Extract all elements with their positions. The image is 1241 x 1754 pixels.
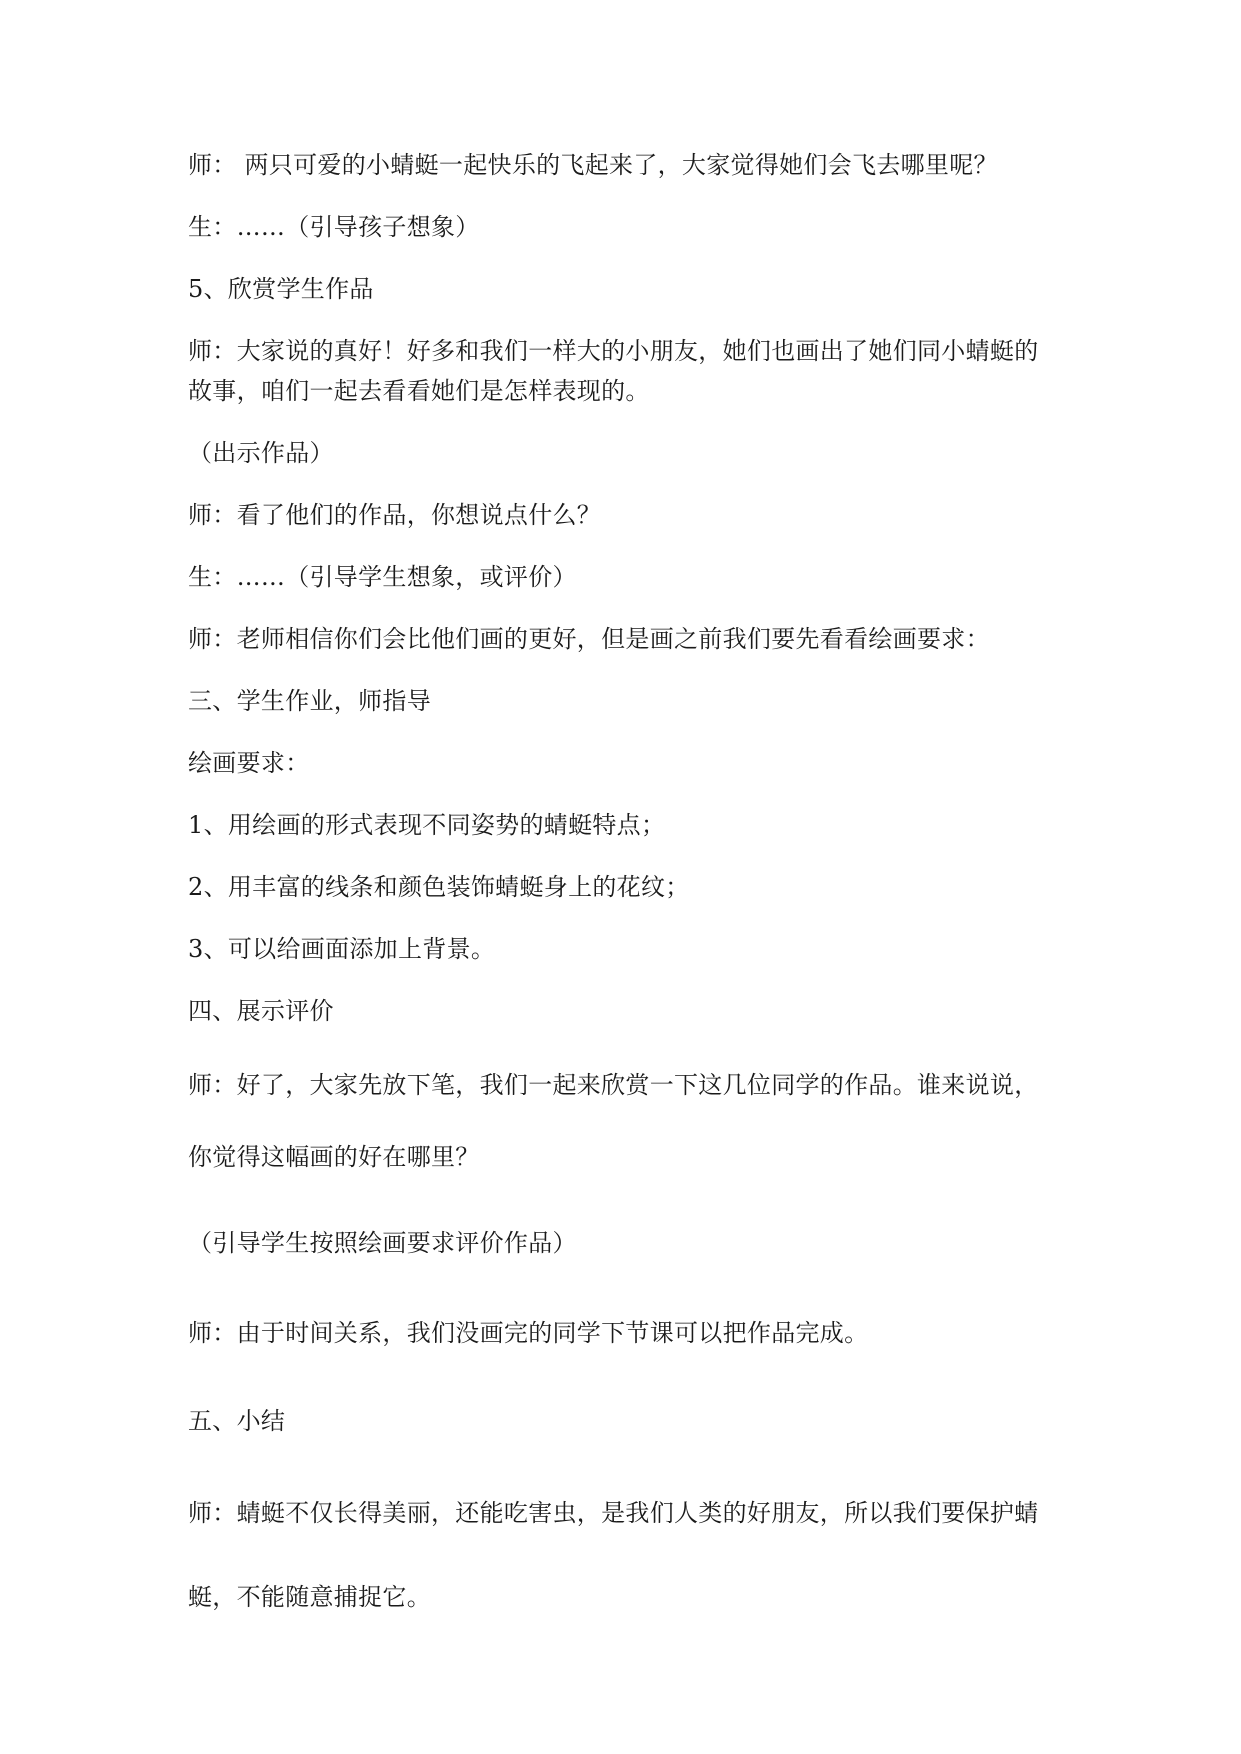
paragraph-summary-line1: 师：蜻蜓不仅长得美丽，还能吃害虫，是我们人类的好朋友，所以我们要保护蜻 <box>188 1499 1039 1527</box>
requirement-item-2: 2、用丰富的线条和颜色装饰蜻蜓身上的花纹； <box>188 873 690 901</box>
paragraph-show-works: （出示作品） <box>188 439 334 467</box>
requirements-heading: 绘画要求： <box>188 749 310 777</box>
section-heading-4: 四、展示评价 <box>188 997 334 1025</box>
requirement-item-3: 3、可以给画面添加上背景。 <box>188 935 496 963</box>
paragraph-teacher-praise-line1: 师：大家说的真好！好多和我们一样大的小朋友，她们也画出了她们同小蜻蜓的 <box>188 337 1039 365</box>
paragraph-student-reply: 生：……（引导孩子想象） <box>188 213 480 241</box>
paragraph-teacher-appreciate-line2: 你觉得这幅画的好在哪里？ <box>188 1143 480 1171</box>
paragraph-student-evaluate: 生：……（引导学生想象，或评价） <box>188 563 577 591</box>
section-heading-5-summary: 五、小结 <box>188 1407 286 1435</box>
paragraph-summary-line2: 蜓，不能随意捕捉它。 <box>188 1583 431 1611</box>
paragraph-teacher-question: 师： 两只可爱的小蜻蜓一起快乐的飞起来了，大家觉得她们会飞去哪里呢？ <box>188 151 998 179</box>
paragraph-teacher-requirements: 师：老师相信你们会比他们画的更好，但是画之前我们要先看看绘画要求： <box>188 625 990 653</box>
paragraph-guide-evaluation: （引导学生按照绘画要求评价作品） <box>188 1229 577 1257</box>
paragraph-time-note: 师：由于时间关系，我们没画完的同学下节课可以把作品完成。 <box>188 1319 869 1347</box>
paragraph-teacher-praise-line2: 故事，咱们一起去看看她们是怎样表现的。 <box>188 377 650 405</box>
section-heading-5: 5、欣赏学生作品 <box>188 275 374 303</box>
paragraph-teacher-ask: 师：看了他们的作品，你想说点什么？ <box>188 501 602 529</box>
section-heading-3: 三、学生作业，师指导 <box>188 687 431 715</box>
requirement-item-1: 1、用绘画的形式表现不同姿势的蜻蜓特点； <box>188 811 666 839</box>
paragraph-teacher-appreciate-line1: 师：好了，大家先放下笔，我们一起来欣赏一下这几位同学的作品。谁来说说， <box>188 1071 1039 1099</box>
